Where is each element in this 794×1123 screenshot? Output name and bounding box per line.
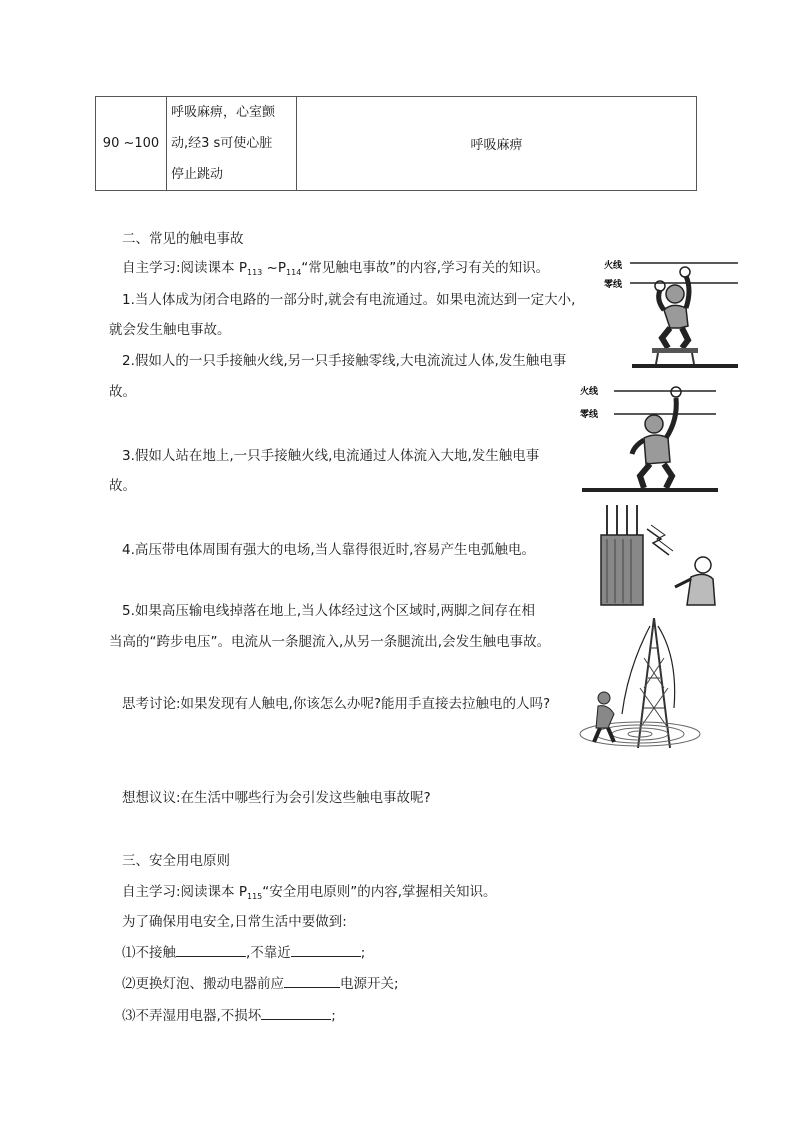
- rule2: [122, 974, 399, 994]
- item1-line1: 1.当人体成为闭合电路的一部分时,就会有电流通过。如果电流达到一定大小,: [122, 292, 576, 308]
- rule1-text-a: ⑴不接触: [122, 945, 176, 961]
- rule1-text-b: ,不靠近: [246, 945, 291, 961]
- zero-wire-label: 零线: [604, 280, 623, 290]
- rule3-text-a: ⑶不弄湿用电器,不损坏: [122, 1008, 262, 1024]
- rule1: [122, 943, 365, 963]
- item3-line2: 故。: [109, 478, 136, 494]
- fill-blank[interactable]: [291, 943, 361, 957]
- item2-line2: 故。: [109, 384, 136, 400]
- section2-self-study: [122, 258, 549, 283]
- figure-single-wire-shock: [580, 380, 720, 495]
- think-discuss: 想想议议:在生活中哪些行为会引发这些触电事故呢?: [122, 790, 431, 806]
- item5-line1: 5.如果高压输电线掉落在地上,当人体经过这个区域时,两脚之间存在相: [122, 603, 535, 619]
- section3-self-study: [122, 882, 497, 907]
- figure-step-voltage: [578, 618, 726, 752]
- fill-blank[interactable]: [176, 943, 246, 957]
- current-effects-table: [95, 96, 697, 191]
- effect-line: 动,经3 s可使心脏: [171, 136, 273, 151]
- rule2-text-b: 电源开关;: [340, 976, 399, 992]
- item2-line1: 2.假如人的一只手接触火线,另一只手接触零线,大电流流过人体,发生触电事: [122, 353, 567, 369]
- item3-line1: 3.假如人站在地上,一只手接触火线,电流通过人体流入大地,发生触电事: [122, 448, 540, 464]
- fire-wire-label: 火线: [604, 261, 623, 271]
- page-tilde: ~P: [262, 260, 287, 276]
- section2-heading: 二、常见的触电事故: [122, 231, 244, 247]
- effect-line: 停止跳动: [171, 167, 224, 182]
- section3-heading: 三、安全用电原则: [122, 853, 230, 869]
- self-study-prefix: 自主学习:阅读课本 P: [122, 884, 247, 900]
- effect-cell: [167, 97, 297, 191]
- figure-arc-shock: [595, 505, 725, 609]
- effect-line: 呼吸麻痹，心室颤: [171, 105, 276, 120]
- current-range-cell: 90 ~100: [96, 97, 167, 191]
- self-study-prefix: 自主学习:阅读课本 P: [122, 260, 247, 276]
- fire-wire-label: 火线: [580, 387, 599, 397]
- page-number: 114: [286, 268, 302, 277]
- rule3: [122, 1006, 336, 1026]
- self-study-suffix: “安全用电原则”的内容,掌握相关知识。: [262, 884, 497, 900]
- item4: 4.高压带电体周围有强大的电场,当人靠得很近时,容易产生电弧触电。: [122, 542, 535, 558]
- rule2-text-a: ⑵更换灯泡、搬动电器前应: [122, 976, 284, 992]
- page-number: 113: [246, 268, 263, 277]
- rules-intro: 为了确保用电安全,日常生活中要做到:: [122, 914, 347, 930]
- figure-double-wire-shock: [600, 254, 740, 369]
- zero-wire-label: 零线: [580, 410, 599, 420]
- discussion: 思考讨论:如果发现有人触电,你该怎么办呢?能用手直接去拉触电的人吗?: [122, 696, 551, 712]
- page-number: 115: [246, 892, 263, 901]
- item5-line2: 当高的“跨步电压”。电流从一条腿流入,从另一条腿流出,会发生触电事故。: [109, 634, 551, 650]
- symptom-cell: 呼吸麻痹: [297, 97, 697, 191]
- fill-blank[interactable]: [284, 974, 340, 988]
- rule3-text-b: ;: [331, 1008, 336, 1024]
- table-row: [96, 97, 697, 191]
- item1-line2: 就会发生触电事故。: [109, 322, 231, 338]
- fill-blank[interactable]: [261, 1006, 331, 1020]
- rule1-text-c: ;: [360, 945, 366, 961]
- self-study-suffix: “常见触电事故”的内容,学习有关的知识。: [301, 260, 550, 276]
